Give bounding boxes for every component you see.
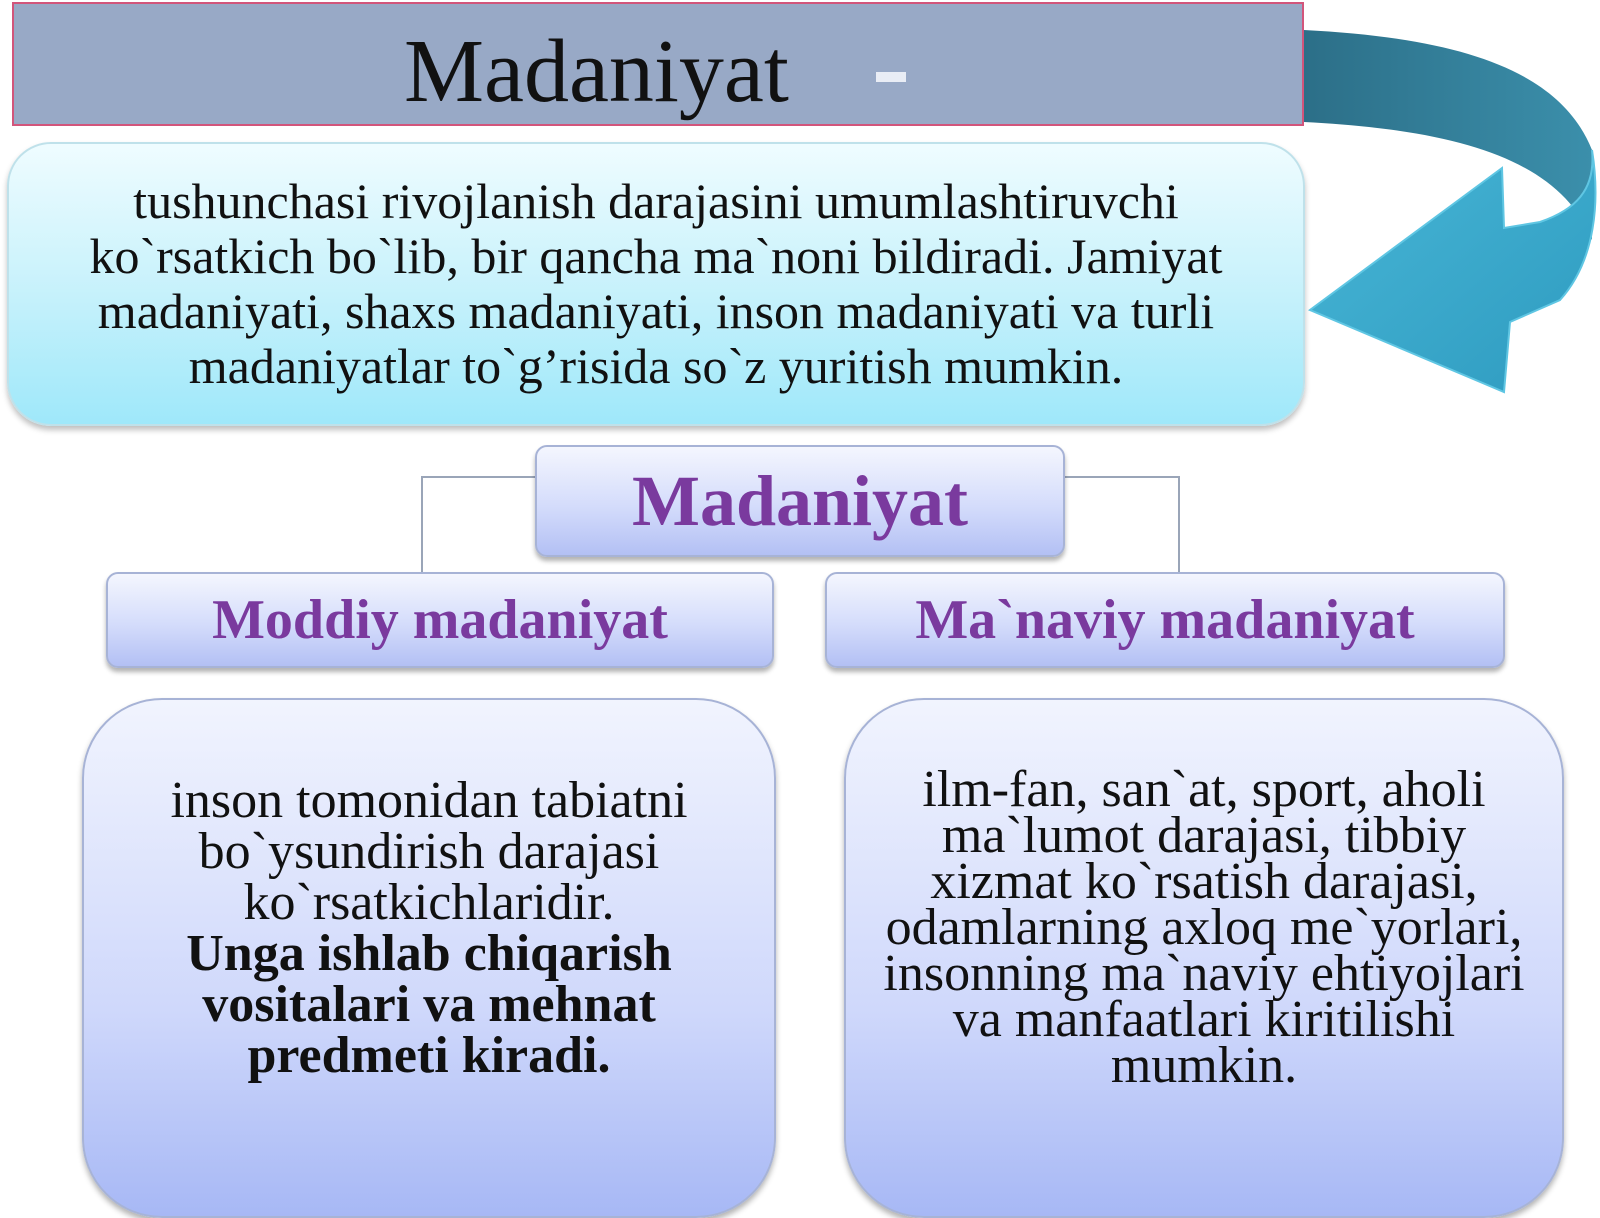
moddiy-description-bold: Unga ishlab chiqarish vositalari va mehnat predmeti kiradi. [186,925,672,1084]
moddiy-node: Moddiy madaniyat [106,572,774,668]
manaviy-description: ilm-fan, san`at, sport, aholi ma`lumot darajasi, tibbiy xizmat ko`rsatish darajasi, odamlarning axloq me`yorlari, insonning ma`naviy ehtiyojlari va manfaatlari kiritilishi mumkin. [883,761,1525,1094]
definition-text: tushunchasi rivojlanish darajasini umumlashtiruvchi ko`rsatkich bo`lib, bir qancha ma`noni bildiradi. Jamiyat madaniyati, shaxs madaniyati, inson madaniyati va turli madaniyatlar to`g’risida so`z yuritish mumkin. [89,173,1223,394]
manaviy-node: Ma`naviy madaniyat [825,572,1505,668]
page-title: Madaniyat [404,22,789,121]
moddiy-description: inson tomonidan tabiatni bo`ysundirish darajasi ko`rsatkichlaridir. [170,772,688,931]
moddiy-description-box [82,698,776,1218]
connector-right [1063,476,1180,574]
definition-box [7,142,1305,426]
root-node: Madaniyat [535,445,1065,557]
connector-left [421,476,537,574]
manaviy-description-box [844,698,1564,1218]
